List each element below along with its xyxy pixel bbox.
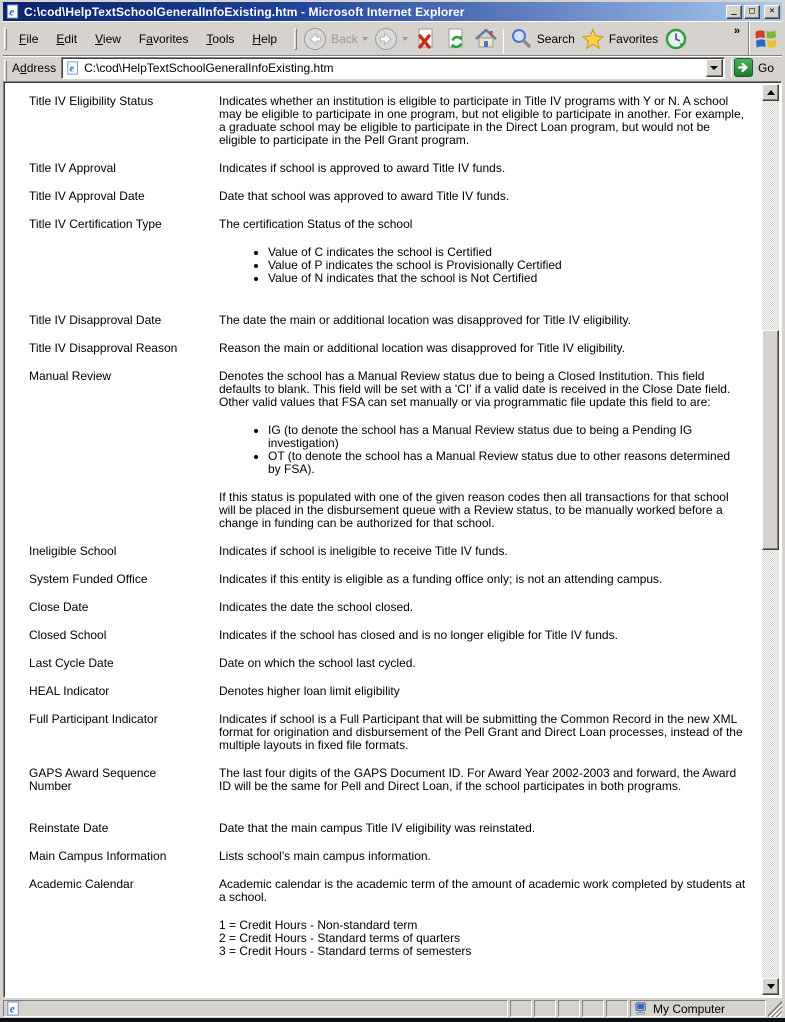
definition-paragraph: The date the main or additional location was disapproved for Title IV eligibility.	[219, 313, 632, 327]
menu-help[interactable]: Help	[252, 31, 278, 46]
definition-text	[219, 190, 746, 203]
bullet-list	[219, 246, 746, 285]
minimize-button[interactable]: _	[726, 5, 742, 19]
definition-text	[219, 878, 746, 958]
menu-toolbar-row	[3, 21, 782, 55]
definition-text	[219, 342, 746, 355]
definition-term: Title IV Certification Type	[29, 217, 162, 231]
menu-tools[interactable]: Tools	[206, 31, 235, 46]
definition-row	[29, 95, 762, 147]
definition-row	[29, 545, 762, 558]
definition-term: Full Participant Indicator	[29, 712, 158, 726]
search-icon	[509, 27, 533, 51]
definition-paragraph: Date that school was approved to award Title IV funds.	[219, 189, 510, 203]
definition-text	[219, 573, 746, 586]
definition-paragraph: Indicates if school is a Full Participant that will be submitting the Common Record in the new XML format for origination and disbursement of the Pell Grant and Direct Loan processes, instead of the multiple layouts in fixed file formats.	[219, 712, 743, 752]
svg-text:e: e	[9, 1003, 15, 1016]
favorites-icon	[581, 27, 605, 51]
document-body	[6, 84, 762, 995]
vertical-scrollbar[interactable]	[762, 84, 779, 995]
definition-term: Title IV Approval Date	[29, 189, 145, 203]
definition-paragraph: Date that the main campus Title IV eligibility was reinstated.	[219, 821, 536, 835]
search-button[interactable]	[506, 24, 578, 54]
status-panel	[558, 1000, 580, 1017]
bullet-item: • Value of C indicates the school is Certified	[268, 246, 746, 259]
svg-text:e: e	[69, 63, 75, 74]
definition-term: Ineligible School	[29, 544, 117, 558]
maximize-button[interactable]: □	[744, 5, 760, 19]
status-ie-page-icon	[6, 1001, 21, 1016]
close-button[interactable]: ✕	[764, 5, 780, 19]
svg-text:e: e	[9, 6, 15, 19]
go-label[interactable]: Go	[757, 60, 774, 75]
definition-term: Title IV Disapproval Reason	[29, 341, 178, 355]
definition-paragraph: The certification Status of the school	[219, 217, 413, 231]
definition-text	[219, 850, 746, 863]
definition-row	[29, 190, 762, 203]
resize-grip[interactable]	[768, 1000, 782, 1017]
definition-paragraph: The last four digits of the GAPS Document ID. For Award Year 2002-2003 and forward, the Award ID will be the same for Pell and Direct Loan, if the school participates in both programs.	[219, 766, 737, 793]
menu-edit[interactable]: Edit	[56, 31, 78, 46]
home-button[interactable]	[471, 24, 501, 54]
definition-row	[29, 822, 762, 835]
content-area	[3, 81, 782, 998]
menu-view[interactable]: View	[95, 31, 121, 46]
definition-row	[29, 370, 762, 530]
definition-term: Closed School	[29, 628, 107, 642]
definition-term: System Funded Office	[29, 572, 148, 586]
value-code-lines	[219, 919, 746, 958]
go-arrow-icon	[737, 61, 750, 74]
address-input[interactable]	[61, 57, 725, 79]
zone-label: My Computer	[653, 1001, 726, 1016]
definition-paragraph: Denotes higher loan limit eligibility	[219, 684, 400, 698]
scrollbar-thumb[interactable]	[762, 330, 779, 550]
back-icon	[303, 27, 327, 51]
definition-paragraph: Lists school’s main campus information.	[219, 849, 431, 863]
definition-term: Last Cycle Date	[29, 656, 114, 670]
definition-paragraph: Academic calendar is the academic term of the amount of academic work completed by students at a school.	[219, 877, 746, 904]
definition-term: Reinstate Date	[29, 821, 109, 835]
menu-file[interactable]: File	[19, 31, 39, 46]
toolbar-grip[interactable]	[294, 28, 297, 50]
definition-paragraph: Indicates if the school has closed and is no longer eligible for Title IV funds.	[219, 628, 618, 642]
definition-text	[219, 95, 746, 147]
menubar-grip[interactable]	[4, 28, 7, 50]
bullet-list	[219, 424, 746, 476]
title-bar	[3, 2, 782, 21]
definition-paragraph: Indicates the date the school closed.	[219, 600, 414, 614]
definition-text	[219, 657, 746, 670]
definition-row	[29, 850, 762, 863]
value-code-line: 2 = Credit Hours - Standard terms of quarters	[219, 931, 461, 945]
definition-text	[219, 162, 746, 175]
definition-term: Academic Calendar	[29, 877, 134, 891]
page-ie-icon	[66, 61, 80, 75]
definition-row	[29, 573, 762, 586]
address-value[interactable]: C:\cod\HelpTextSchoolGeneralInfoExisting.htm	[84, 60, 334, 75]
bullet-item: • OT (to denote the school has a Manual Review status due to other reasons determined by FSA).	[268, 450, 746, 476]
window-title: C:\cod\HelpTextSchoolGeneralInfoExisting.htm - Microsoft Internet Explorer	[24, 4, 465, 19]
definition-row	[29, 767, 762, 793]
status-bar	[3, 998, 782, 1018]
address-bar	[3, 55, 782, 80]
favorites-button[interactable]	[578, 24, 661, 54]
toolbar	[300, 22, 748, 55]
definition-term: Title IV Approval	[29, 161, 116, 175]
windows-flag-icon	[753, 26, 779, 52]
go-separator	[731, 58, 732, 78]
status-panel	[582, 1000, 604, 1017]
bullet-item: • Value of P indicates the school is Provisionally Certified	[268, 259, 746, 272]
menu-bar	[10, 22, 286, 55]
definition-term: Title IV Disapproval Date	[29, 313, 162, 327]
refresh-button[interactable]	[441, 24, 471, 54]
value-code-line: 3 = Credit Hours - Standard terms of semesters	[219, 944, 472, 958]
definition-row	[29, 878, 762, 958]
definition-term: Close Date	[29, 600, 89, 614]
addressbar-grip[interactable]	[4, 60, 7, 82]
status-panel	[606, 1000, 628, 1017]
definition-text	[219, 370, 746, 530]
status-main-panel	[3, 1000, 508, 1017]
definition-paragraph: Indicates if this entity is eligible as a funding office only; is not an attending campus.	[219, 572, 663, 586]
definition-text	[219, 767, 746, 793]
address-dropdown-button[interactable]	[706, 59, 723, 77]
definition-text	[219, 314, 746, 327]
definition-paragraph: Indicates if school is approved to award Title IV funds.	[219, 161, 506, 175]
window-bottom-edge	[0, 1018, 785, 1022]
forward-dropdown-caret[interactable]	[402, 37, 408, 41]
forward-icon	[374, 27, 398, 51]
definition-text	[219, 601, 746, 614]
definition-term: GAPS Award Sequence Number	[29, 766, 157, 793]
security-zone-panel	[630, 1000, 766, 1017]
ie-logo-icon	[5, 4, 21, 19]
definition-row	[29, 342, 762, 355]
brand-panel	[748, 22, 782, 55]
definition-paragraph: If this status is populated with one of the given reason codes then all transactions for that school will be placed in the disbursement queue with a Review status, to be manually worked before a change in funding can be authorized for that school.	[219, 490, 729, 530]
definition-paragraph: Date on which the school last cycled.	[219, 656, 416, 670]
favorites-label: Favorites	[608, 31, 659, 46]
definition-text	[219, 822, 746, 835]
definition-row	[29, 314, 762, 327]
back-dropdown-caret[interactable]	[362, 37, 368, 41]
triangle-up-icon	[767, 90, 775, 95]
address-label: Address	[12, 60, 57, 75]
definition-paragraph: Indicates if school is ineligible to receive Title IV funds.	[219, 544, 508, 558]
triangle-down-icon	[767, 984, 775, 989]
definition-row	[29, 162, 762, 175]
definition-text	[219, 545, 746, 558]
definition-row	[29, 218, 762, 285]
history-icon	[664, 27, 688, 51]
bullet-item: • IG (to denote the school has a Manual Review status due to being a Pending IG investigation)	[268, 424, 746, 450]
value-code-line: 1 = Credit Hours - Non-standard term	[219, 918, 418, 932]
home-icon	[474, 27, 498, 51]
definition-row	[29, 601, 762, 614]
menu-favorites[interactable]: Favorites	[138, 31, 189, 46]
forward-button[interactable]	[371, 24, 411, 54]
history-button[interactable]	[661, 24, 691, 54]
definition-term: Main Campus Information	[29, 849, 167, 863]
definition-term: Title IV Eligibility Status	[29, 94, 154, 108]
go-button[interactable]	[734, 58, 753, 77]
definition-term: HEAL Indicator	[29, 684, 110, 698]
definition-row	[29, 685, 762, 698]
definition-text	[219, 713, 746, 752]
toolbar-separator	[503, 29, 504, 53]
definition-term: Manual Review	[29, 369, 112, 383]
stop-button[interactable]	[411, 24, 441, 54]
stop-icon	[414, 27, 438, 51]
back-label: Back	[331, 31, 358, 46]
scroll-up-button[interactable]	[762, 84, 779, 101]
scroll-down-button[interactable]	[762, 978, 779, 995]
definition-row	[29, 629, 762, 642]
definition-text	[219, 685, 746, 698]
back-button[interactable]	[300, 24, 371, 54]
definition-text	[219, 629, 746, 642]
refresh-icon	[444, 27, 468, 51]
status-panel	[510, 1000, 532, 1017]
status-panel	[534, 1000, 556, 1017]
bullet-item: • Value of N indicates that the school is Not Certified	[268, 272, 746, 285]
chevron-down-icon	[710, 66, 718, 70]
definition-row	[29, 713, 762, 752]
definition-paragraph: Reason the main or additional location was disapproved for Title IV eligibility.	[219, 341, 625, 355]
my-computer-icon	[634, 1001, 649, 1016]
definition-row	[29, 657, 762, 670]
search-label: Search	[536, 31, 575, 46]
definition-paragraph: Indicates whether an institution is eligible to participate in Title IV programs with Y or N. A school may be eligible to participate in one program, but not eligible to participate in another. For example, a graduate school may be eligible to participate in the Direct Loan program, but would not be eligible to participate in the Pell Grant program.	[219, 94, 744, 147]
toolbar-overflow-chevron[interactable]: »	[733, 25, 740, 37]
definition-paragraph: Denotes the school has a Manual Review status due to being a Closed Institution. This field defaults to blank. This field will be set with a 'CI' if a valid date is received in the Close Date field. Other valid values that FSA can set manually or via programmatic file update this field to are:	[219, 369, 731, 409]
definition-text	[219, 218, 746, 285]
